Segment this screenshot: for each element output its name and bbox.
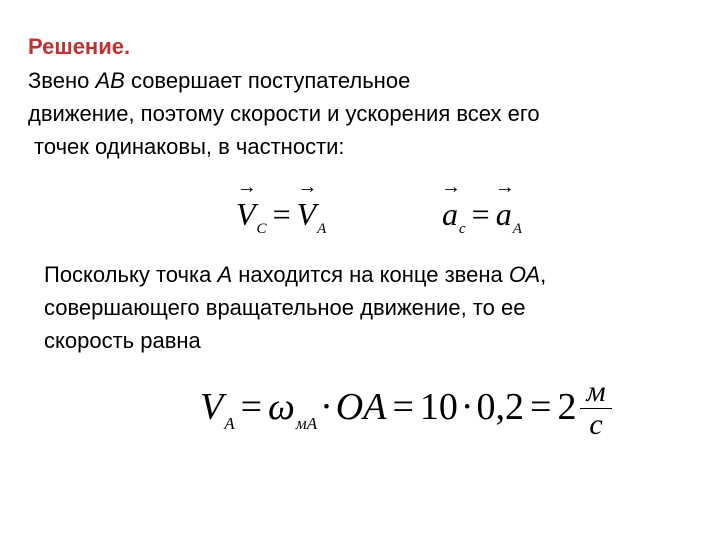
symbol-v: V: [200, 386, 224, 428]
text-fragment: совершает поступательное: [124, 68, 411, 93]
vector-v: → V: [297, 194, 317, 234]
result-value: 2: [557, 386, 577, 428]
vector-v: → V: [236, 194, 256, 234]
subscript: c: [459, 221, 466, 237]
paragraph-line: точек одинаковы, в частности:: [34, 134, 345, 159]
subscript: A: [317, 221, 327, 237]
multiplication-dot: ·: [460, 386, 474, 428]
point-label-a: А: [217, 262, 233, 287]
number: 10: [419, 386, 458, 428]
unit-numerator: м: [586, 374, 606, 408]
text-fragment: Звено: [28, 68, 96, 93]
equals-sign: =: [272, 196, 291, 232]
text-fragment: Поскольку точка: [44, 262, 218, 287]
subscript: мА: [295, 414, 318, 433]
paragraph-rotational-motion: [44, 258, 546, 357]
paragraph-line: [44, 258, 546, 291]
vector-a: → a: [496, 194, 512, 234]
text-fragment: находится на конце звена: [232, 262, 509, 287]
multiplication-dot: ·: [320, 386, 333, 428]
unit-denominator: с: [589, 407, 603, 441]
symbol-omega: ω: [268, 386, 295, 428]
link-label-oa: ОА: [508, 262, 541, 287]
subscript: A: [224, 414, 235, 433]
subscript: C: [256, 221, 267, 237]
number: 0,2: [476, 386, 525, 428]
paragraph-line: [28, 64, 540, 97]
velocity-calculation-formula: [200, 372, 612, 449]
paragraph-line: движение, поэтому скорости и ускорения всех его: [28, 101, 540, 126]
paragraph-translational-motion: [28, 64, 540, 163]
subscript: A: [512, 221, 522, 237]
equals-sign: =: [392, 386, 414, 428]
velocity-equality-formula: [236, 194, 326, 241]
equals-sign: =: [240, 386, 263, 428]
paragraph-line: скорость равна: [44, 328, 201, 353]
symbol-oa: OA: [335, 386, 387, 428]
solution-heading: Решение.: [28, 34, 131, 59]
acceleration-equality-formula: [442, 194, 522, 241]
link-label-ab: АВ: [95, 68, 125, 93]
text-fragment: ,: [540, 262, 547, 287]
unit-fraction: [580, 376, 611, 441]
equals-sign: =: [471, 196, 490, 232]
paragraph-line: совершающего вращательное движение, то ее: [44, 295, 526, 320]
equals-sign: =: [530, 386, 552, 428]
vector-a: → a: [442, 194, 458, 234]
